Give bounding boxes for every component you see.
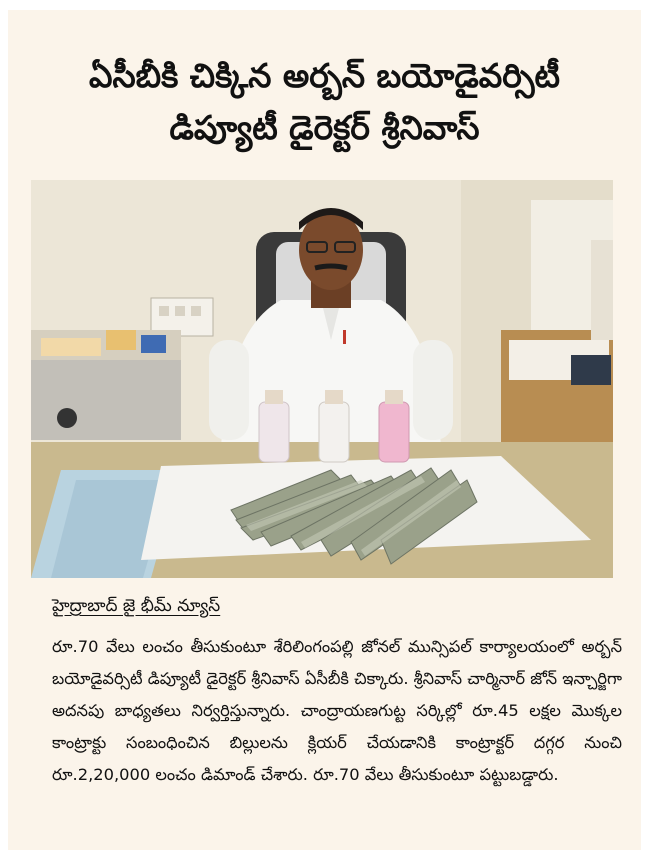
newspaper-clipping	[8, 10, 641, 850]
article-byline: హైద్రాబాద్ జై భీమ్ న్యూస్	[52, 596, 221, 616]
article-body: రూ.70 వేలు లంచం తీసుకుంటూ శేరిలింగంపల్లి జోనల్ మున్సిపల్ కార్యాలయంలో అర్బన్ బయోడైవర్సిటీ డిప్యూటీ డైరెక్టర్ శ్రీనివాస్ ఏసీబీకి చిక్కారు. శ్రీనివాస్ చార్మినార్ జోన్ ఇన్చార్జిగా అదనపు బాధ్యతలు నిర్వర్తిస్తున్నారు. చాంద్రాయణగుట్ట సర్కిల్లో రూ.45 లక్షల మొక్కల కాంట్రాక్టు సంబంధించిన బిల్లులను క్లియర్ చేయడానికి కాంట్రాక్టర్ దగ్గర నుంచి రూ.2,20,000 లంచం డిమాండ్ చేశారు. రూ.70 వేలు తీసుకుంటూ పట్టుబడ్డారు.	[52, 637, 622, 784]
article-headline: ఏసీబీకి చిక్కిన అర్బన్ బయోడైవర్సిటీ డిప్యూటీ డైరెక్టర్ శ్రీనివాస్	[89, 56, 560, 147]
article-photo	[31, 180, 613, 578]
